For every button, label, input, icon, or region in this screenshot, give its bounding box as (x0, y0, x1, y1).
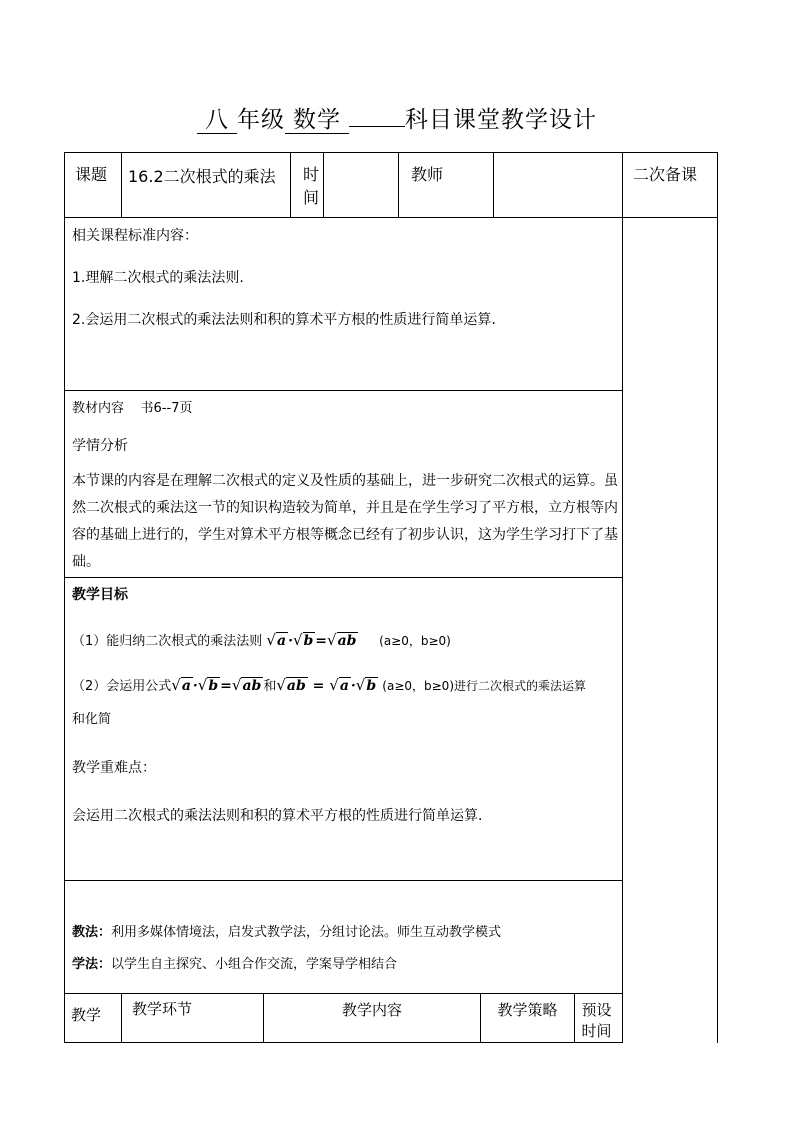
formula-1: √a ·√b =√ab (171, 676, 262, 694)
lesson-plan-table (64, 152, 718, 1043)
title-suffix: 科目课堂教学设计 (405, 107, 597, 133)
time-value (324, 153, 399, 218)
material-label: 教材内容 (72, 401, 125, 416)
standards-section (65, 218, 623, 391)
time-label: 时间 (291, 153, 324, 218)
standards-heading: 相关课程标准内容： (72, 228, 198, 244)
goals-heading: 教学目标 (72, 587, 128, 603)
teaching-method (72, 881, 622, 940)
standards-item-2: 2.会运用二次根式的乘法法则和积的算术平方根的性质进行简单运算. (72, 312, 496, 328)
formula-2: √ab = √a ·√b (276, 676, 377, 694)
col-teaching-stage: 教学环节 (122, 994, 264, 1043)
subject-field: 数学 (285, 107, 349, 134)
col-teaching-content: 教学内容 (264, 994, 481, 1043)
teacher-value (494, 153, 623, 218)
col-planned-time: 预设时间 (575, 994, 623, 1043)
col-teaching-strategy: 教学策略 (481, 994, 575, 1043)
keypoints-heading: 教学重难点： (72, 760, 156, 776)
material-section (65, 391, 623, 578)
header-row (65, 153, 718, 218)
material-line (72, 391, 622, 416)
goal-2-suffix: (a≥0，b≥0)进行二次根式的乘法运算 (382, 679, 586, 693)
page-title (0, 104, 794, 135)
second-prep-label: 二次备课 (623, 153, 718, 218)
goal-2-and: 和 (263, 679, 277, 694)
methods-row (65, 881, 718, 994)
subject-blank (349, 104, 405, 127)
goal-2 (72, 649, 622, 694)
plan-header-row (65, 994, 718, 1043)
material-row (65, 391, 718, 578)
analysis-heading: 学情分析 (72, 438, 128, 454)
goal-2-prefix: （2）会运用公式 (72, 679, 172, 694)
teacher-label: 教师 (399, 153, 494, 218)
analysis-text: 本节课的内容是在理解二次根式的定义及性质的基础上，进一步研究二次根式的运算。虽然二次根式的乘法这一节的知识构造较为简单，并且是在学生学习了平方根，立方根等内容的基础上进行的，学生对算术平方根等概念已经有了初步认识，这为学生学习打下了基础。 (72, 473, 618, 570)
methods-section (65, 881, 623, 994)
material-pages: 书6--7页 (140, 401, 193, 416)
topic-value: 16.2二次根式的乘法 (122, 153, 291, 218)
multiplication-rule-formula: √a ·√b =√ab (266, 631, 357, 649)
standards-row (65, 218, 718, 391)
teaching-method-label: 教法： (72, 925, 112, 940)
grade-suffix: 年级 (237, 107, 285, 133)
goals-section (65, 578, 623, 881)
second-prep-column (623, 218, 718, 1043)
keypoints-text: 会运用二次根式的乘法法则和积的算术平方根的性质进行简单运算. (72, 808, 483, 824)
standards-item-1: 1.理解二次根式的乘法法则. (72, 270, 244, 286)
teaching-method-text: 利用多媒体情境法，启发式教学法，分组讨论法。师生互动教学模式 (111, 925, 502, 940)
grade-field: 八 (197, 107, 237, 134)
learning-method-label: 学法： (72, 957, 112, 972)
learning-method (72, 940, 622, 972)
topic-label: 课题 (65, 153, 122, 218)
goal-2-continuation: 和化简 (72, 712, 112, 727)
learning-method-text: 以学生自主探究、小组合作交流，学案导学相结合 (111, 957, 398, 972)
goal-1 (72, 604, 622, 649)
col-teaching: 教学 (65, 994, 122, 1043)
goal-1-prefix: （1）能归纳二次根式的乘法法则 (72, 634, 263, 649)
goal-1-condition: (a≥0，b≥0) (379, 634, 451, 648)
goals-row (65, 578, 718, 881)
